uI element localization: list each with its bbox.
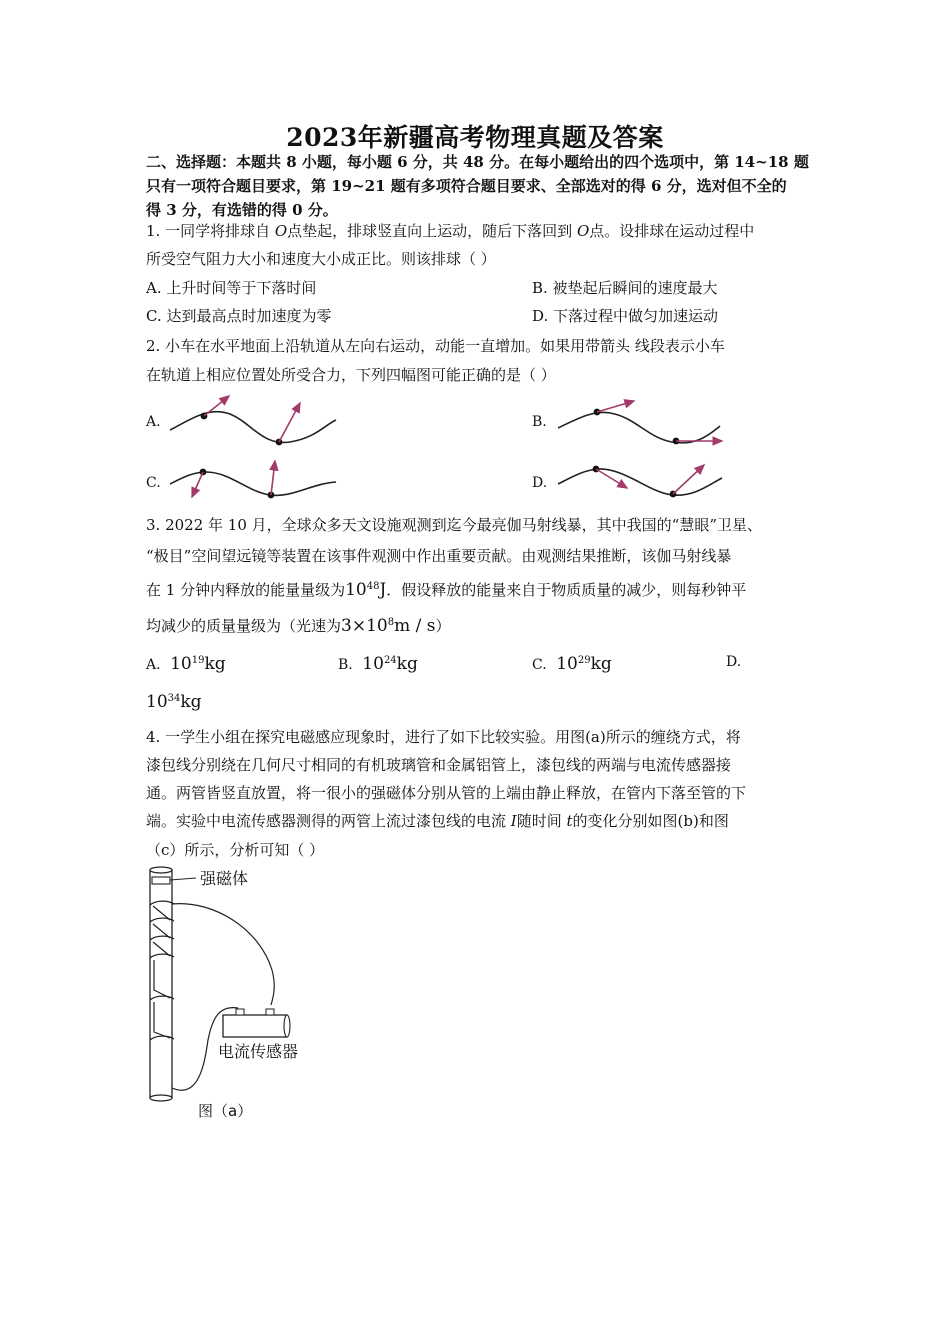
figure-caption: 图（a） <box>198 1102 253 1120</box>
q3-stem-line2: “极目”空间望远镜等装置在该事件观测中作出重要贡献。由观测结果推断，该伽马射线暴 <box>146 547 732 565</box>
q2-stem-line1: 2. 小车在水平地面上沿轨道从左向右运动，动能一直增加。如果用带箭头 线段表示小车 <box>146 337 725 355</box>
tube <box>150 870 172 1098</box>
q4-figure-a <box>120 860 360 1130</box>
q2-figure-b[interactable] <box>558 401 722 444</box>
q3-option-a[interactable]: A. $10^{19}kg$ <box>146 654 226 674</box>
q3-option-c[interactable]: C. $10^{29}kg$ <box>532 654 612 674</box>
q2-option-d-label[interactable]: D. <box>532 475 548 491</box>
q3-option-b[interactable]: B. $10^{24}kg$ <box>338 654 418 674</box>
q2-figure-d[interactable] <box>558 465 722 497</box>
q1-stem-line1: 1. 一同学将排球自 O点垫起，排球竖直向上运动，随后下落回到 O点。设排球在运动过程中 <box>146 222 755 240</box>
sensor-box <box>223 1015 287 1037</box>
q1-option-c[interactable]: C. 达到最高点时加速度为零 <box>146 307 332 325</box>
q1-option-d[interactable]: D. 下落过程中做匀加速运动 <box>532 307 719 325</box>
sensor-end <box>284 1015 290 1037</box>
q2-figure-a[interactable] <box>170 396 336 445</box>
tube-bottom <box>150 1095 172 1101</box>
sensor-terminal <box>266 1009 274 1015</box>
q3-stem-line4: 均减少的质量量级为（光速为$3\times 10^8m / s$） <box>146 616 451 636</box>
q3-option-d-label[interactable]: D. <box>726 654 742 670</box>
q1-option-b[interactable]: B. 被垫起后瞬间的速度最大 <box>532 279 718 297</box>
section-intro-line2: 只有一项符合题目要求，第 19~21 题有多项符合题目要求、全部选对的得 6 分，选对但不全的 <box>146 177 787 195</box>
track-curve-a <box>170 412 336 443</box>
q4-stem-line4: 端。实验中电流传感器测得的两管上流过漆包线的电流 I随时间 t的变化分别如图(b)和图 <box>146 812 729 830</box>
force-arrow <box>279 403 300 442</box>
q4-stem-line2: 漆包线分别绕在几何尺寸相同的有机玻璃管和金属铝管上，漆包线的两端与电流传感器接 <box>146 756 732 774</box>
q2-figure-c[interactable] <box>170 461 336 498</box>
q4-stem-line1: 4. 一学生小组在探究电磁感应现象时，进行了如下比较实验。用图(a)所示的缠绕方式，将 <box>146 728 741 746</box>
force-arrow <box>596 469 627 488</box>
track-curve-d <box>558 469 722 495</box>
page-title: 2023年新疆高考物理真题及答案 <box>286 123 664 152</box>
magnet <box>152 877 170 884</box>
magnet-leader <box>170 878 196 880</box>
q3-stem-line3: 在 1 分钟内释放的能量量级为$10^{48}J$．假设释放的能量来自于物质质量的减少，则每秒钟平 <box>146 580 747 600</box>
q2-option-a-label[interactable]: A. <box>146 414 161 430</box>
q4-stem-line3: 通。两管皆竖直放置，将一很小的强磁体分别从管的上端由静止释放，在管内下落至管的下 <box>146 784 747 802</box>
q3-option-d-value[interactable]: $10^{34}kg$ <box>146 692 202 712</box>
track-curve-b <box>558 412 720 442</box>
section-intro-line1: 二、选择题：本题共 8 小题，每小题 6 分，共 48 分。在每小题给出的四个选项中，第 14~18 题 <box>146 153 809 171</box>
q2-track-figures <box>0 0 950 520</box>
sensor-terminal <box>236 1009 244 1015</box>
q2-stem-line2: 在轨道上相应位置处所受合力，下列四幅图可能正确的是（ ） <box>146 366 556 384</box>
q2-option-b-label[interactable]: B. <box>532 414 547 430</box>
wire-1 <box>172 904 274 1005</box>
q3-stem-line1: 3. 2022 年 10 月，全球众多天文设施观测到迄今最亮伽马射线暴，其中我国的“慧眼”卫星、 <box>146 516 762 534</box>
force-arrow <box>271 461 275 495</box>
section-intro-line3: 得 3 分，有选错的得 0 分。 <box>146 201 338 219</box>
q1-stem-line2: 所受空气阻力大小和速度大小成正比。则该排球（ ） <box>146 250 496 268</box>
q2-option-c-label[interactable]: C. <box>146 475 161 491</box>
q4-stem-line5: （c）所示，分析可知（ ） <box>146 841 325 859</box>
force-arrow <box>597 401 634 412</box>
force-arrow <box>192 472 203 497</box>
q1-option-a[interactable]: A. 上升时间等于下落时间 <box>146 279 317 297</box>
magnet-label: 强磁体 <box>200 869 249 888</box>
sensor-label: 电流传感器 <box>218 1042 299 1061</box>
tube-top <box>150 867 172 873</box>
